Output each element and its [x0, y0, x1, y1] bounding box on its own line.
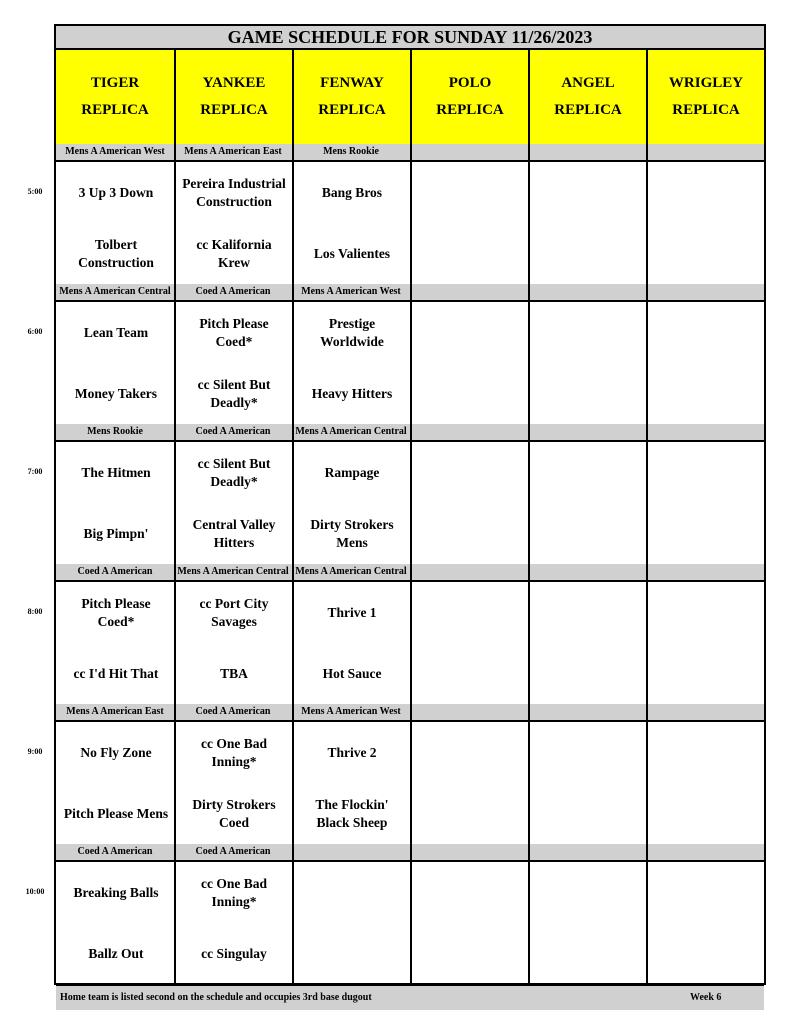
division-label: Mens A American West: [301, 286, 401, 297]
venue-subtitle: REPLICA: [554, 102, 622, 118]
grid-line: [292, 48, 294, 984]
division-label: Mens A American Central: [295, 426, 407, 437]
away-team: The Hitmen: [81, 464, 151, 480]
home-team: TBA: [220, 665, 248, 681]
home-team: Big Pimpn': [83, 525, 149, 541]
away-team: cc Port City Savages: [199, 595, 269, 629]
grid-line: [646, 48, 648, 984]
away-team: cc One Bad Inning*: [201, 735, 267, 769]
grid-line: [174, 48, 176, 984]
home-team: cc Singulay: [201, 945, 267, 961]
venue-name: TIGER: [90, 75, 140, 91]
week-label: Week 6: [690, 992, 722, 1003]
venue-name: FENWAY: [320, 75, 384, 91]
division-label: [292, 844, 410, 860]
venue-name: YANKEE: [202, 75, 266, 91]
home-team: Central Valley Hitters: [192, 516, 276, 550]
venue-header-4: [412, 50, 528, 144]
home-team: Money Takers: [74, 385, 158, 401]
time-label: 5:00: [27, 187, 43, 196]
away-team: Rampage: [324, 464, 380, 480]
home-team: Dirty Strokers Coed: [192, 796, 276, 830]
away-team: Thrive 1: [327, 604, 377, 620]
venue-subtitle: REPLICA: [200, 102, 268, 118]
home-team: Dirty Strokers Mens: [310, 516, 394, 550]
venue-header-2: [176, 50, 292, 144]
division-label: Mens A American East: [184, 146, 282, 157]
home-team: Hot Sauce: [322, 665, 382, 681]
division-label: Coed A American: [77, 566, 153, 577]
away-team: Lean Team: [83, 324, 149, 340]
footer-band: [56, 986, 764, 1010]
home-team: cc I'd Hit That: [73, 665, 159, 681]
time-label: 9:00: [27, 747, 43, 756]
away-team: Prestige Worldwide: [320, 315, 384, 349]
away-team: Pereira Industrial Construction: [182, 175, 286, 209]
venue-subtitle: REPLICA: [81, 102, 149, 118]
division-label: Mens A American Central: [59, 286, 171, 297]
away-team: Thrive 2: [327, 744, 377, 760]
time-label: 6:00: [27, 327, 43, 336]
venue-subtitle: REPLICA: [436, 102, 504, 118]
venue-header-6: [648, 50, 764, 144]
division-label: Mens A American East: [66, 706, 164, 717]
away-team: Bang Bros: [321, 184, 383, 200]
time-label: 8:00: [27, 607, 43, 616]
home-team: cc Silent But Deadly*: [197, 376, 271, 410]
venue-header-5: [530, 50, 646, 144]
page-title: GAME SCHEDULE FOR SUNDAY 11/26/2023: [56, 26, 764, 48]
home-team: The Flockin' Black Sheep: [315, 796, 389, 830]
time-label: 7:00: [27, 467, 43, 476]
home-team: Los Valientes: [313, 245, 391, 261]
away-team: Breaking Balls: [73, 884, 159, 900]
home-team: Heavy Hitters: [311, 385, 393, 401]
division-label: Mens A American Central: [295, 566, 407, 577]
division-label: Coed A American: [195, 846, 271, 857]
division-label: Coed A American: [195, 706, 271, 717]
division-label: Coed A American: [77, 846, 153, 857]
venue-header-1: [56, 50, 174, 144]
home-team: Tolbert Construction: [78, 236, 154, 270]
footer-note: Home team is listed second on the schedule and occupies 3rd base dugout: [60, 992, 372, 1003]
away-team: cc Silent But Deadly*: [197, 455, 271, 489]
venue-header-3: [294, 50, 410, 144]
schedule-sheet: [54, 24, 766, 1003]
division-label: Coed A American: [195, 286, 271, 297]
away-team: No Fly Zone: [80, 744, 152, 760]
division-label: Coed A American: [195, 426, 271, 437]
grid-line: [410, 48, 412, 984]
grid-line: [528, 48, 530, 984]
time-label: 10:00: [25, 887, 45, 896]
home-team: cc Kalifornia Krew: [196, 236, 272, 270]
division-label: Mens A American Central: [177, 566, 289, 577]
division-label: Mens Rookie: [87, 426, 143, 437]
venue-subtitle: REPLICA: [672, 102, 740, 118]
venue-name: POLO: [448, 75, 492, 91]
venue-name: ANGEL: [561, 75, 615, 91]
home-team: Ballz Out: [88, 945, 144, 961]
venue-name: WRIGLEY: [668, 75, 744, 91]
home-team: Pitch Please Mens: [63, 805, 169, 821]
division-label: Mens A American West: [65, 146, 165, 157]
home-team: [294, 923, 410, 984]
division-label: Mens Rookie: [323, 146, 379, 157]
away-team: cc One Bad Inning*: [201, 875, 267, 909]
away-team: Pitch Please Coed*: [81, 595, 151, 629]
venue-subtitle: REPLICA: [318, 102, 386, 118]
away-team: 3 Up 3 Down: [78, 184, 154, 200]
away-team: [294, 862, 410, 923]
division-label: Mens A American West: [301, 706, 401, 717]
away-team: Pitch Please Coed*: [199, 315, 269, 349]
